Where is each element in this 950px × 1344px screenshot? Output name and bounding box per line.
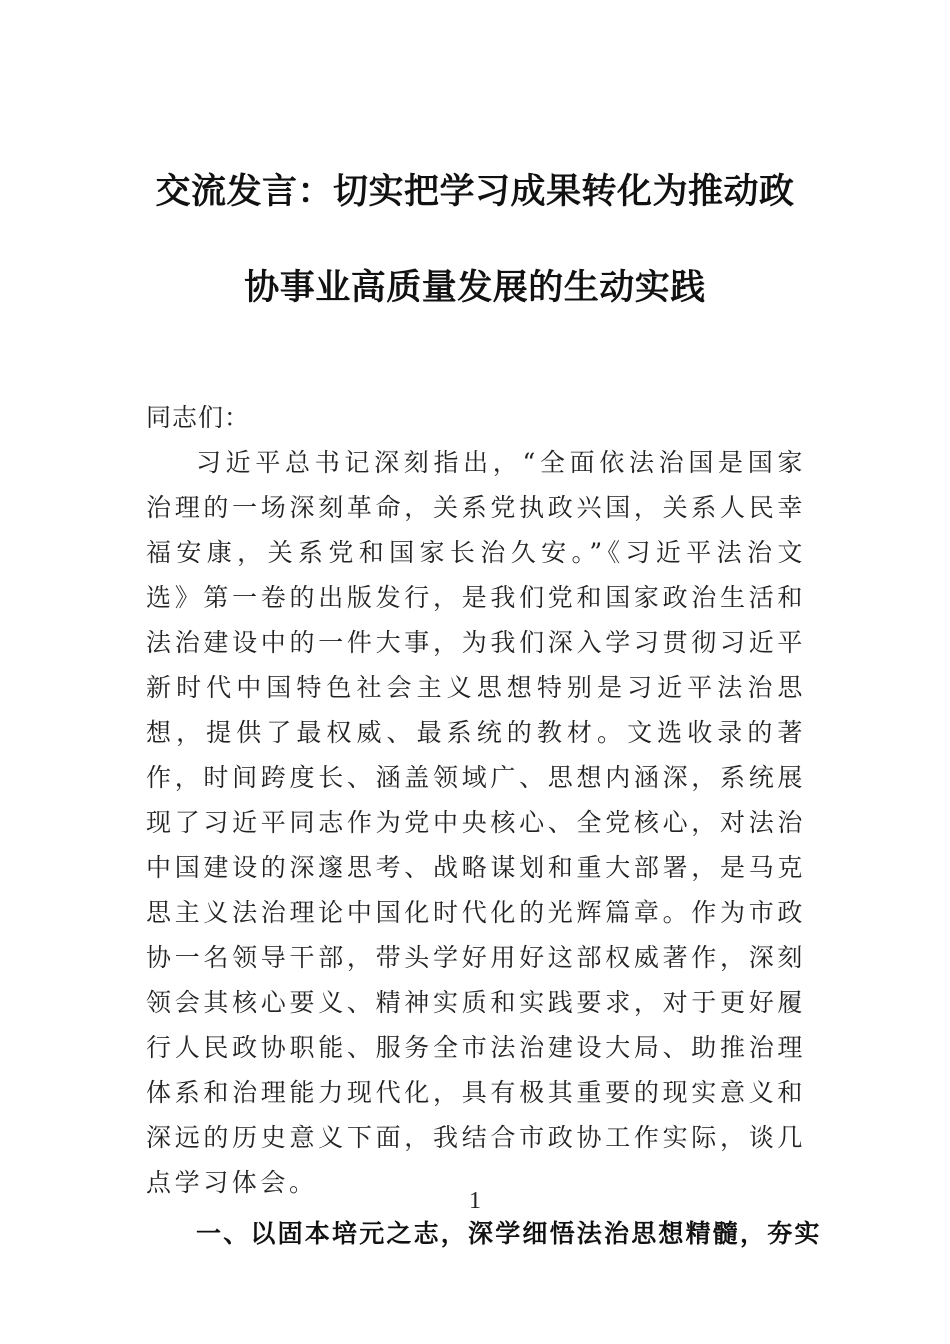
body-paragraph: 习近平总书记深刻指出，“全面依法治国是国家治理的一场深刻革命，关系党执政兴国，关系人民幸福安康，关系党和国家长治久安。”《习近平法治文选》第一卷的出版发行，是我们党和国家政治生活和法治建设中的一件大事，为我们深入学习贯彻习近平新时代中国特色社会主义思想特别是习近平法治思想，提供了最权威、最系统的教材。文选收录的著作，时间跨度长、涵盖领域广、思想内涵深，系统展现了习近平同志作为党中央核心、全党核心，对法治中国建设的深邃思考、战略谋划和重大部署，是马克思主义法治理论中国化时代化的光辉篇章。作为市政协一名领导干部，带头学好用好这部权威著作，深刻领会其核心要义、精神实质和实践要求，对于更好履行人民政协职能、服务全市法治建设大局、助推治理体系和治理能力现代化，具有极其重要的现实意义和深远的历史意义下面，我结合市政协工作实际，谈几点学习体会。 xyxy=(146,448,806,1197)
section-heading: 一、以固本培元之志，深学细悟法治思想精髓，夯实 xyxy=(196,1219,822,1248)
document-title-line-2: 协事业高质量发展的生动实践 xyxy=(244,268,706,308)
page-number: 1 xyxy=(469,1188,481,1214)
document-title-line-1: 交流发言：切实把学习成果转化为推动政 xyxy=(155,172,795,212)
salutation: 同志们： xyxy=(146,403,251,432)
document-body xyxy=(146,395,822,1256)
